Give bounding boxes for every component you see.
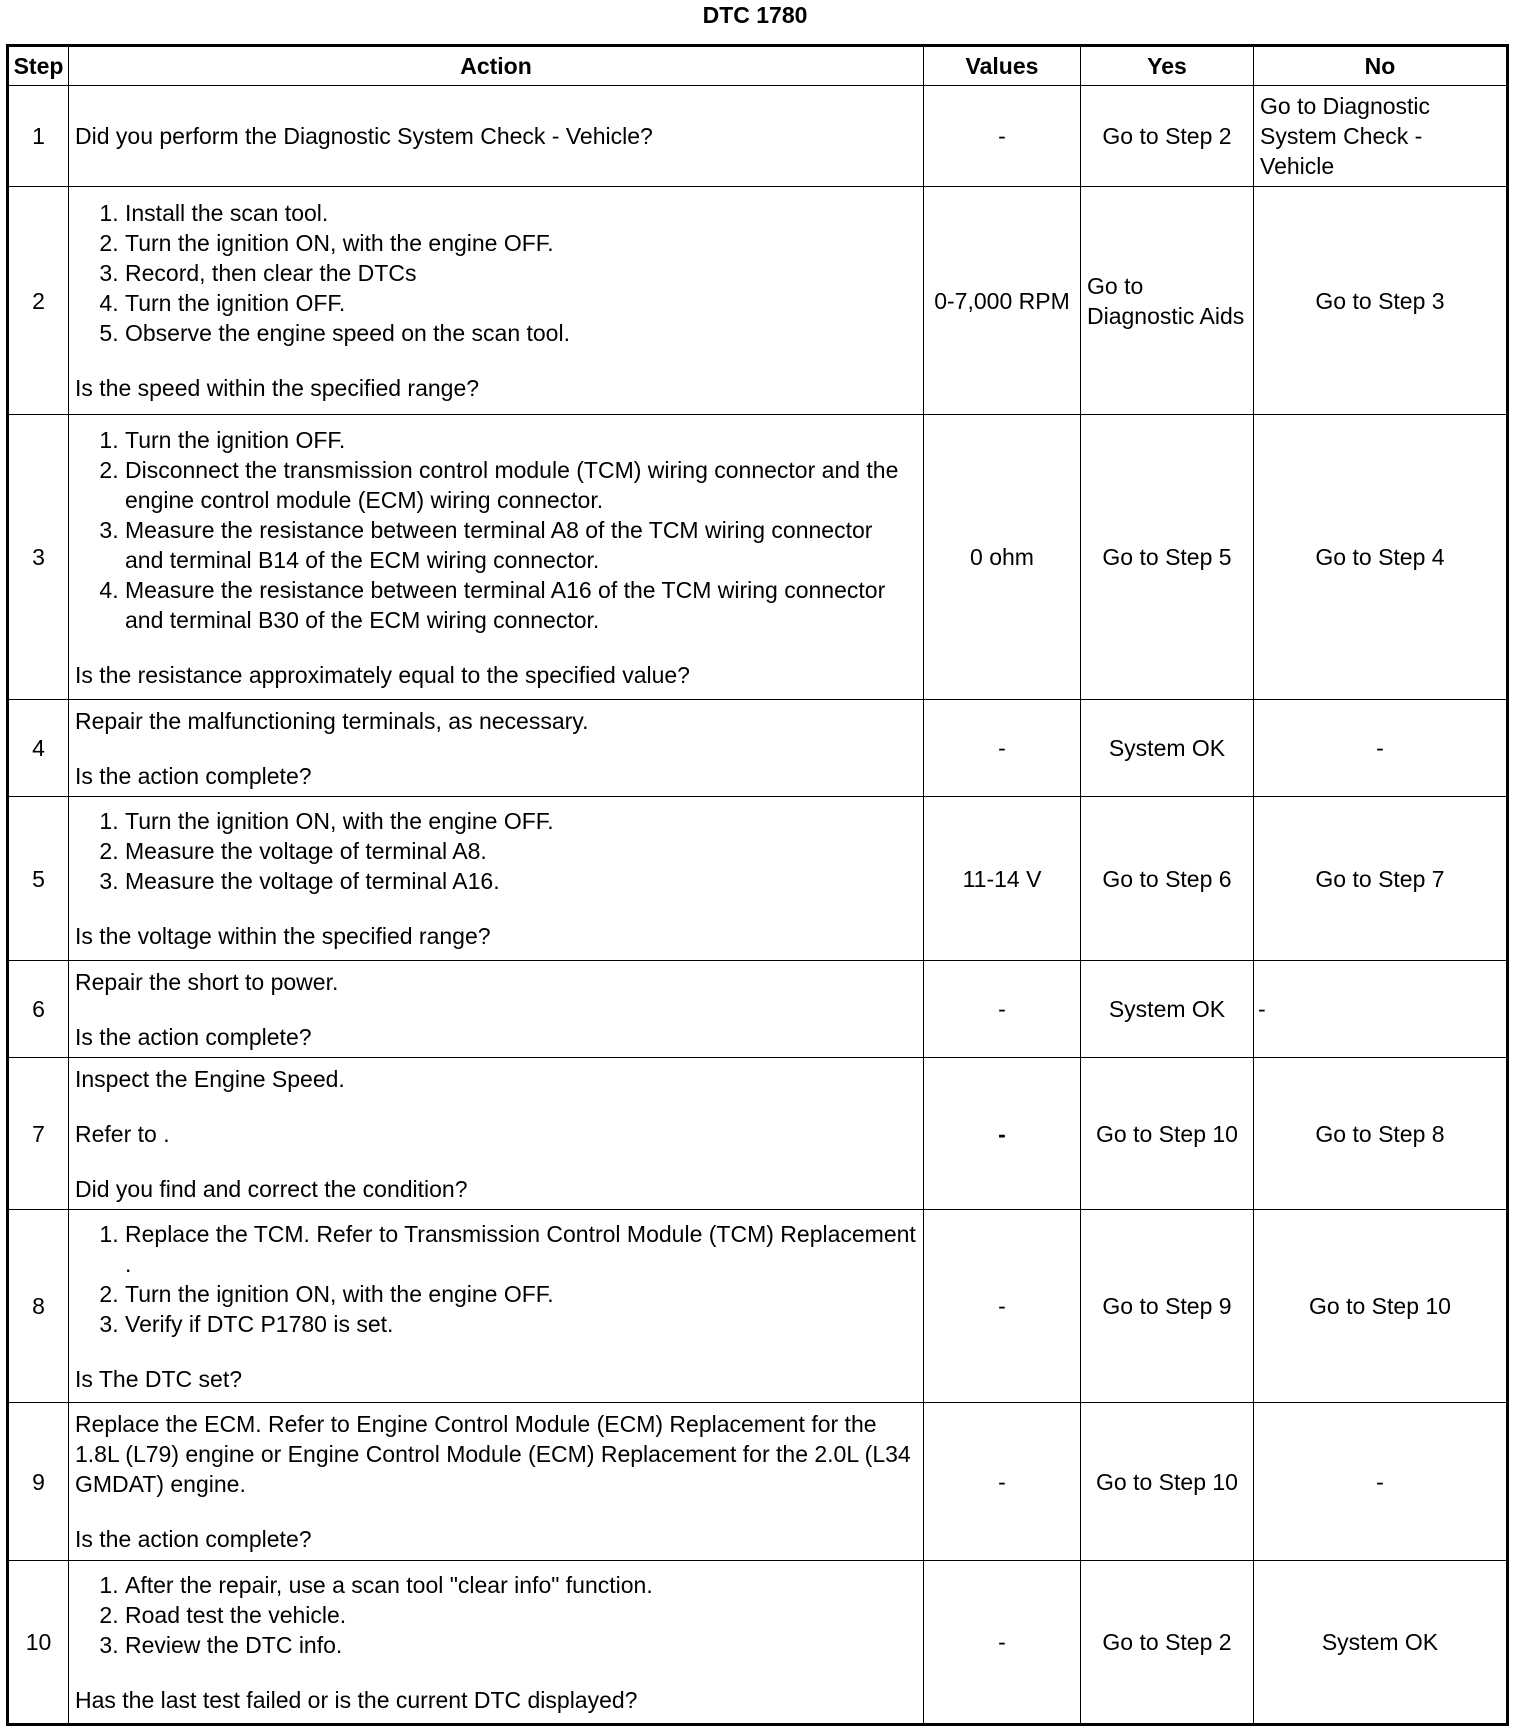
action-cell	[69, 1058, 924, 1210]
table-row	[8, 1210, 1508, 1403]
values-cell: 11-14 V	[924, 797, 1081, 961]
action-question: Is the voltage within the specified range?	[75, 923, 491, 949]
action-question: Is the action complete?	[75, 762, 312, 789]
step-number: 6	[8, 961, 69, 1058]
action-question: Is the action complete?	[75, 1023, 312, 1050]
list-item: 2. Measure the voltage of terminal A8.	[125, 836, 917, 866]
values-cell: -	[924, 961, 1081, 1058]
step-number: 5	[8, 797, 69, 961]
table-row	[8, 1403, 1508, 1561]
action-question: Is the speed within the specified range?	[75, 375, 480, 401]
step-number: 1	[8, 86, 69, 187]
no-cell: Go to Step 4	[1254, 415, 1508, 700]
yes-cell: Go to Step 10	[1081, 1058, 1254, 1210]
list-item: 3. Verify if DTC P1780 is set.	[125, 1309, 917, 1339]
action-steps-list	[75, 1570, 917, 1660]
list-item: 1. Turn the ignition ON, with the engine OFF.	[125, 806, 917, 836]
action-steps-list	[75, 425, 917, 635]
table-row	[8, 1058, 1508, 1210]
yes-cell: Go to Step 2	[1081, 1561, 1254, 1725]
table-row	[8, 415, 1508, 700]
step-number: 10	[8, 1561, 69, 1725]
no-cell: Go to Diagnostic System Check - Vehicle	[1254, 86, 1508, 187]
values-cell: -	[924, 86, 1081, 187]
values-cell: 0-7,000 RPM	[924, 187, 1081, 415]
column-header-no: No	[1254, 46, 1508, 86]
action-refer: Refer to .	[75, 1120, 170, 1147]
action-question: Has the last test failed or is the current DTC displayed?	[75, 1686, 638, 1713]
column-header-values: Values	[924, 46, 1081, 86]
yes-cell: Go to Step 9	[1081, 1210, 1254, 1403]
list-item: 2. Turn the ignition ON, with the engine OFF.	[125, 228, 917, 258]
action-question: Is The DTC set?	[75, 1365, 243, 1392]
list-item: 3. Measure the voltage of terminal A16.	[125, 866, 917, 896]
list-item: 4. Measure the resistance between terminal A16 of the TCM wiring connector and terminal B30 of the ECM wiring connector.	[125, 575, 917, 635]
step-number: 2	[8, 187, 69, 415]
action-question: Is the resistance approximately equal to the specified value?	[75, 661, 690, 688]
action-cell	[69, 1210, 924, 1403]
values-cell: -	[924, 1058, 1081, 1210]
action-text: Repair the malfunctioning terminals, as necessary.	[75, 707, 589, 734]
no-cell: -	[1254, 700, 1508, 797]
action-cell	[69, 1403, 924, 1561]
action-text: Replace the ECM. Refer to Engine Control Module (ECM) Replacement for the 1.8L (L79) engine or Engine Control Module (ECM) Replacement for the 2.0L (L34 GMDAT) engine.	[75, 1411, 911, 1497]
no-cell: Go to Step 8	[1254, 1058, 1508, 1210]
table-row	[8, 961, 1508, 1058]
table-row	[8, 1561, 1508, 1725]
list-item: 1. After the repair, use a scan tool "clear info" function.	[125, 1570, 917, 1600]
list-item: 1. Replace the TCM. Refer to Transmission Control Module (TCM) Replacement .	[125, 1219, 917, 1279]
list-item: 1. Install the scan tool.	[125, 198, 917, 228]
action-cell	[69, 187, 924, 415]
step-number: 8	[8, 1210, 69, 1403]
action-cell	[69, 86, 924, 187]
action-cell	[69, 1561, 924, 1725]
column-header-step: Step	[8, 46, 69, 86]
values-cell: 0 ohm	[924, 415, 1081, 700]
table-row	[8, 700, 1508, 797]
no-cell: -	[1254, 961, 1508, 1058]
no-cell: System OK	[1254, 1561, 1508, 1725]
column-header-action: Action	[69, 46, 924, 86]
yes-cell: Go to Step 6	[1081, 797, 1254, 961]
table-row	[8, 797, 1508, 961]
yes-cell: System OK	[1081, 700, 1254, 797]
table-row	[8, 86, 1508, 187]
action-text: Repair the short to power.	[75, 968, 339, 995]
values-cell: -	[924, 700, 1081, 797]
list-item: 3. Review the DTC info.	[125, 1630, 917, 1660]
action-steps-list	[75, 198, 917, 348]
list-item: 4. Turn the ignition OFF.	[125, 288, 917, 318]
action-cell	[69, 415, 924, 700]
yes-cell: System OK	[1081, 961, 1254, 1058]
values-cell: -	[924, 1403, 1081, 1561]
list-item: 1. Turn the ignition OFF.	[125, 425, 917, 455]
column-header-yes: Yes	[1081, 46, 1254, 86]
action-steps-list	[75, 1219, 917, 1339]
no-cell: Go to Step 7	[1254, 797, 1508, 961]
step-number: 3	[8, 415, 69, 700]
step-number: 9	[8, 1403, 69, 1561]
action-text: Did you perform the Diagnostic System Check - Vehicle?	[75, 123, 653, 149]
action-question: Is the action complete?	[75, 1526, 312, 1552]
step-number: 4	[8, 700, 69, 797]
yes-cell: Go to Step 10	[1081, 1403, 1254, 1561]
action-cell	[69, 961, 924, 1058]
action-question: Did you find and correct the condition?	[75, 1175, 468, 1202]
list-item: 5. Observe the engine speed on the scan tool.	[125, 318, 917, 348]
action-text: Inspect the Engine Speed.	[75, 1065, 345, 1092]
table-header-row	[8, 46, 1508, 86]
no-cell: Go to Step 10	[1254, 1210, 1508, 1403]
list-item: 3. Record, then clear the DTCs	[125, 258, 917, 288]
page-title: DTC 1780	[702, 2, 808, 28]
action-cell	[69, 700, 924, 797]
diagnostic-table	[6, 44, 1509, 1726]
list-item: 2. Turn the ignition ON, with the engine OFF.	[125, 1279, 917, 1309]
list-item: 2. Road test the vehicle.	[125, 1600, 917, 1630]
no-cell: Go to Step 3	[1254, 187, 1508, 415]
yes-cell: Go to Step 5	[1081, 415, 1254, 700]
yes-cell: Go to Diagnostic Aids	[1081, 187, 1254, 415]
values-cell: -	[924, 1210, 1081, 1403]
table-row	[8, 187, 1508, 415]
action-steps-list	[75, 806, 917, 896]
values-cell: -	[924, 1561, 1081, 1725]
yes-cell: Go to Step 2	[1081, 86, 1254, 187]
list-item: 2. Disconnect the transmission control module (TCM) wiring connector and the engine control module (ECM) wiring connector.	[125, 455, 917, 515]
no-cell: -	[1254, 1403, 1508, 1561]
action-cell	[69, 797, 924, 961]
step-number: 7	[8, 1058, 69, 1210]
list-item: 3. Measure the resistance between terminal A8 of the TCM wiring connector and terminal B14 of the ECM wiring connector.	[125, 515, 917, 575]
